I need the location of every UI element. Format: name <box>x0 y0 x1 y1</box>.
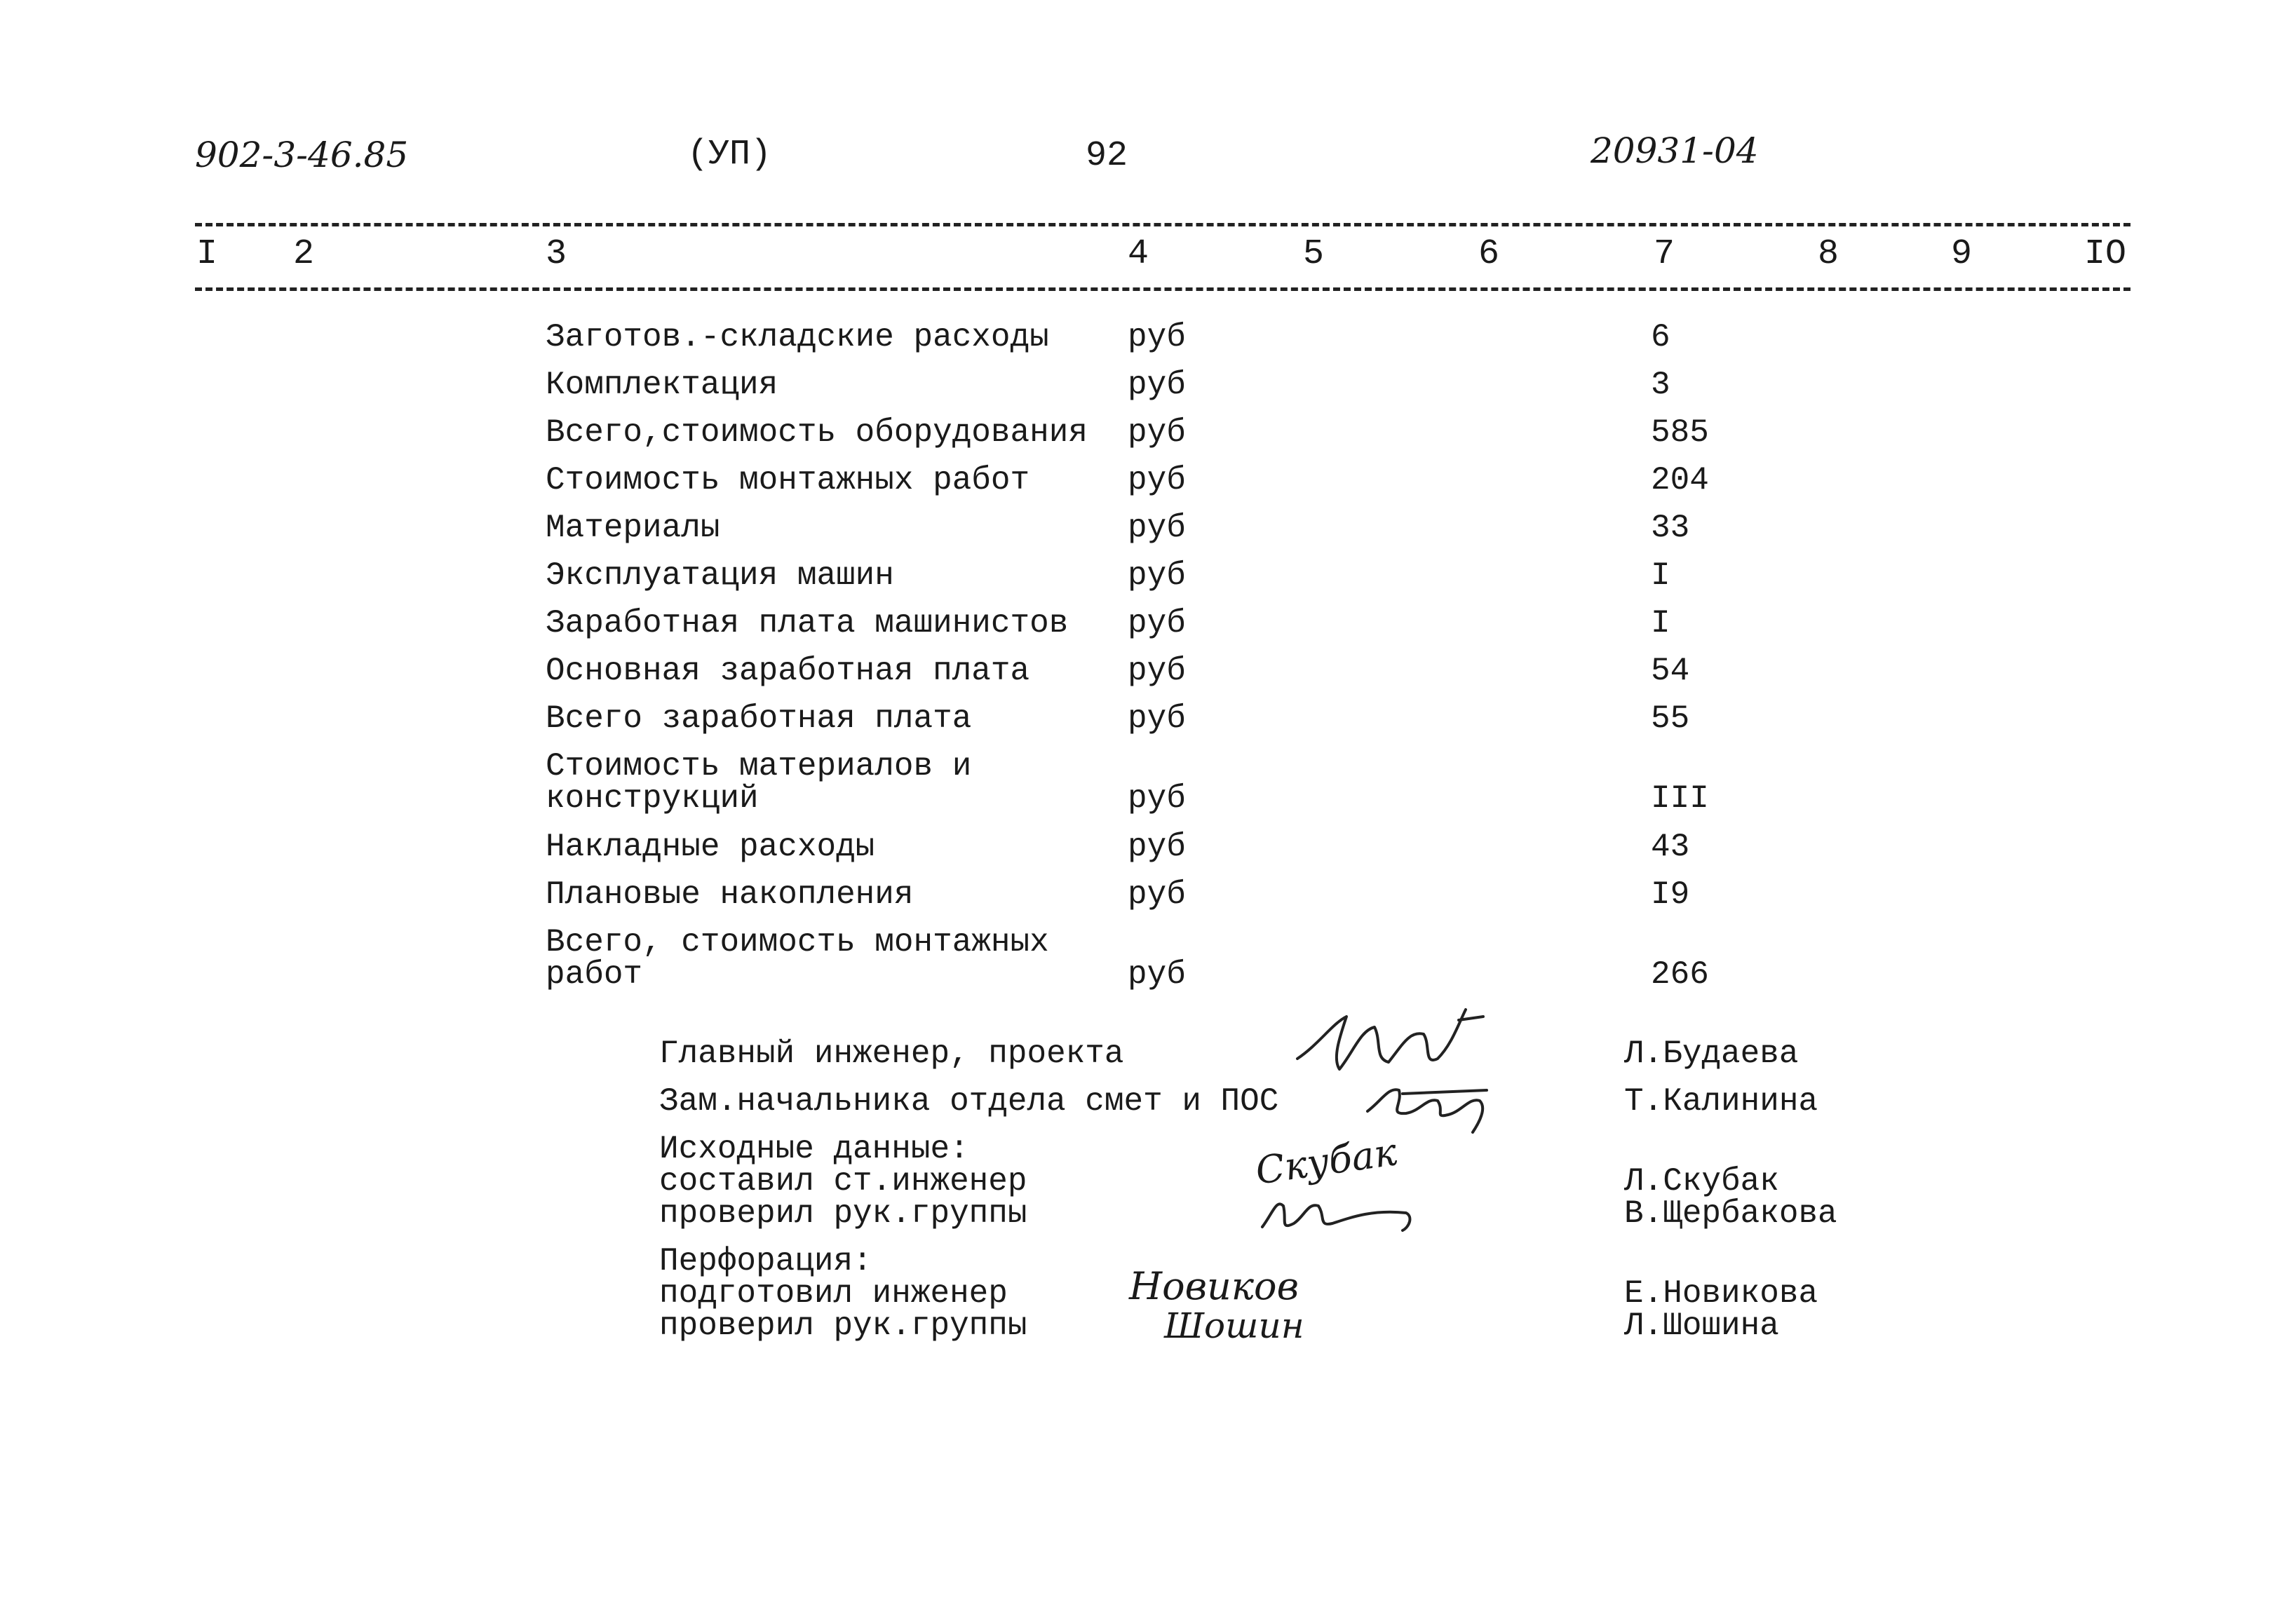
column-header-5: 5 <box>1303 234 1325 274</box>
row-value: 55 <box>1651 700 1690 737</box>
source-compiled-signature: Скубак <box>1252 1129 1400 1193</box>
row-value: I <box>1651 557 1670 594</box>
source-compiled-name: Л.Скубак <box>1624 1163 1779 1200</box>
row-name: работ <box>546 956 643 993</box>
table-top-rule <box>195 223 2130 226</box>
row-unit: руб <box>1128 829 1186 865</box>
row-unit: руб <box>1128 605 1186 642</box>
row-value: I <box>1651 605 1670 642</box>
column-header-6: 6 <box>1478 234 1500 274</box>
source-checked-role: проверил рук.группы <box>659 1195 1027 1232</box>
chief-engineer-name: Л.Будаева <box>1624 1036 1799 1072</box>
row-value: 204 <box>1651 462 1709 498</box>
row-unit: руб <box>1128 653 1186 689</box>
source-compiled-role: составил ст.инженер <box>659 1163 1027 1200</box>
row-name: Всего, стоимость монтажных <box>546 924 1049 960</box>
source-data-heading: Исходные данные: <box>659 1131 969 1167</box>
chief-engineer-role: Главный инженер, проекта <box>659 1036 1124 1072</box>
row-name: Заработная плата машинистов <box>546 605 1069 642</box>
perforation-checked-name: Л.Шошина <box>1624 1308 1779 1344</box>
row-value: 585 <box>1651 414 1709 451</box>
column-header-3: 3 <box>546 234 567 274</box>
perforation-prepared-signature: Новиков <box>1129 1264 1299 1308</box>
column-header-7: 7 <box>1654 234 1675 274</box>
sheet-code: 20931-04 <box>1591 130 1759 171</box>
row-name: Накладные расходы <box>546 829 875 865</box>
column-header-2: 2 <box>293 234 315 274</box>
perforation-checked-signature: Шошин <box>1164 1305 1304 1346</box>
row-unit: руб <box>1128 319 1186 355</box>
row-value: III <box>1651 780 1709 817</box>
column-header-10: IO <box>2084 234 2127 274</box>
row-unit: руб <box>1128 956 1186 993</box>
row-value: 3 <box>1651 367 1670 403</box>
deputy-head-signature <box>1360 1073 1501 1136</box>
page-number: 92 <box>1086 136 1128 176</box>
row-name: конструкций <box>546 780 759 817</box>
row-unit: руб <box>1128 367 1186 403</box>
section-label: (УП) <box>687 135 772 175</box>
row-name: Заготов.-складские расходы <box>546 319 1049 355</box>
row-unit: руб <box>1128 780 1186 817</box>
row-unit: руб <box>1128 510 1186 546</box>
row-value: 266 <box>1651 956 1709 993</box>
row-value: 33 <box>1651 510 1690 546</box>
row-unit: руб <box>1128 414 1186 451</box>
row-name: Всего,стоимость оборудования <box>546 414 1088 451</box>
table-header-rule <box>195 287 2130 291</box>
row-name: Плановые накопления <box>546 876 914 913</box>
row-name: Стоимость материалов и <box>546 748 972 785</box>
perforation-prepared-role: подготовил инженер <box>659 1275 1008 1312</box>
source-checked-name: В.Щербакова <box>1624 1195 1837 1232</box>
row-unit: руб <box>1128 557 1186 594</box>
row-name: Комплектация <box>546 367 778 403</box>
row-unit: руб <box>1128 700 1186 737</box>
row-name: Материалы <box>546 510 720 546</box>
source-checked-signature <box>1255 1185 1417 1241</box>
document-code: 902-3-46.85 <box>195 135 409 175</box>
row-unit: руб <box>1128 876 1186 913</box>
perforation-heading: Перфорация: <box>659 1243 872 1279</box>
deputy-head-name: Т.Калинина <box>1624 1083 1818 1120</box>
perforation-prepared-name: Е.Новикова <box>1624 1275 1818 1312</box>
row-unit: руб <box>1128 462 1186 498</box>
row-name: Основная заработная плата <box>546 653 1030 689</box>
row-name: Эксплуатация машин <box>546 557 894 594</box>
row-name: Всего заработная плата <box>546 700 972 737</box>
column-header-8: 8 <box>1818 234 1839 274</box>
column-header-9: 9 <box>1951 234 1973 274</box>
perforation-checked-role: проверил рук.группы <box>659 1308 1027 1344</box>
deputy-head-role: Зам.начальника отдела смет и ПОС <box>659 1083 1279 1120</box>
row-value: I9 <box>1651 876 1690 913</box>
row-name: Стоимость монтажных работ <box>546 462 1030 498</box>
row-value: 54 <box>1651 653 1690 689</box>
row-value: 43 <box>1651 829 1690 865</box>
column-header-4: 4 <box>1128 234 1149 274</box>
row-value: 6 <box>1651 319 1670 355</box>
column-header-1: I <box>196 234 218 274</box>
